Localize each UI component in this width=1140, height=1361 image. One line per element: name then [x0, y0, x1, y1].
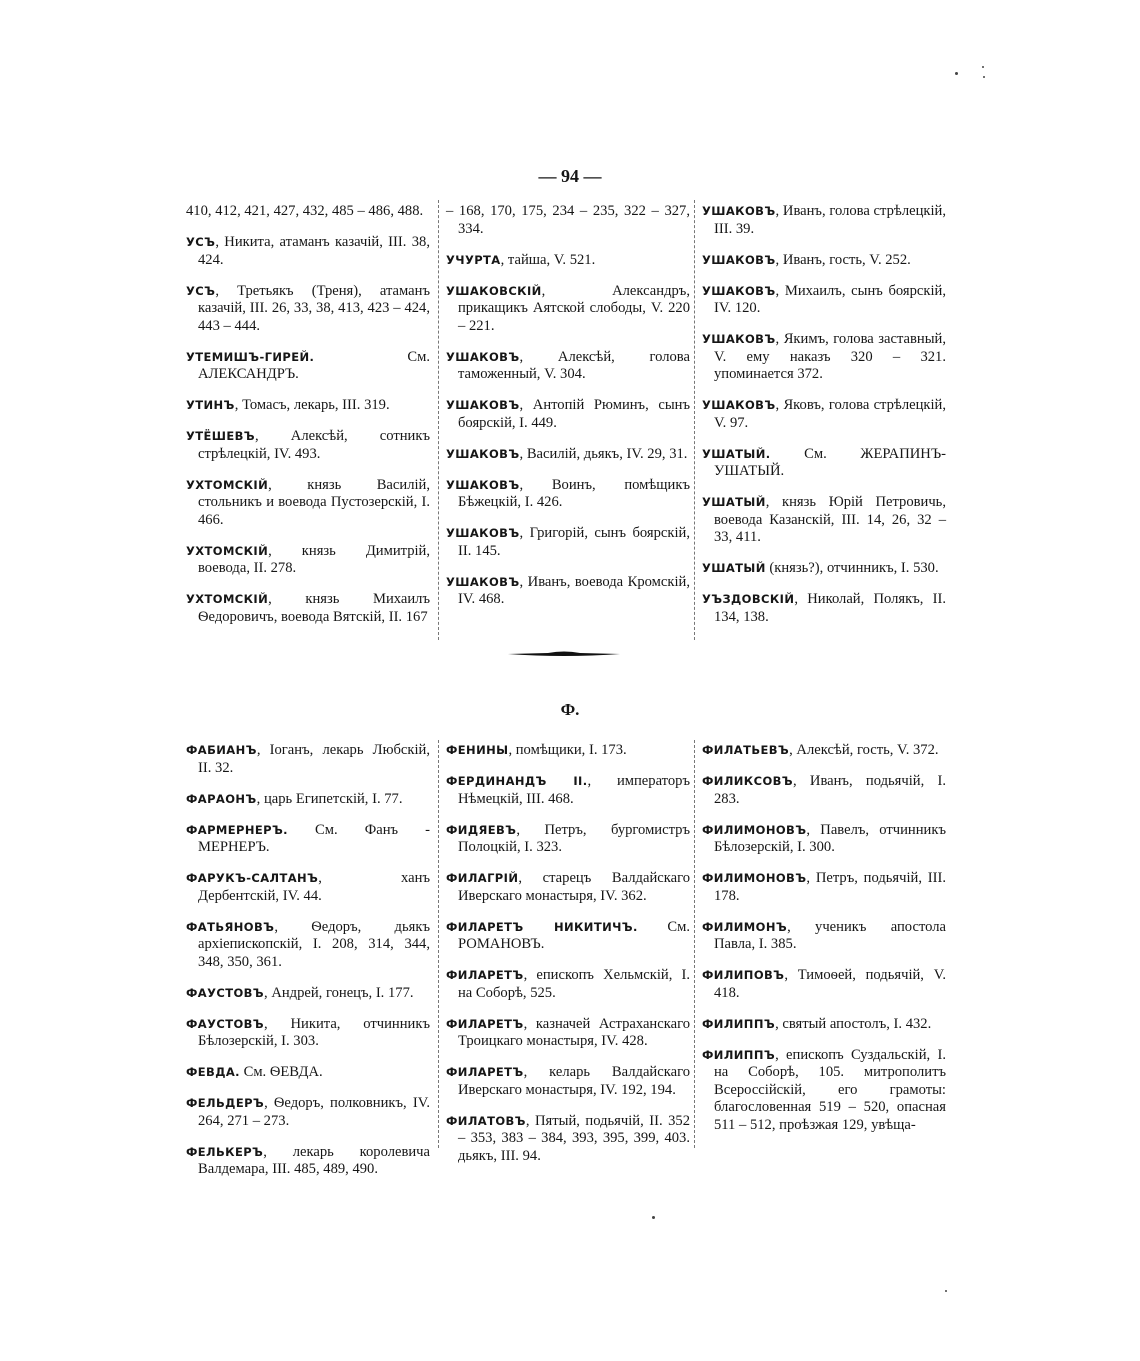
entry-headword: ФАТЬЯНОВЪ	[186, 919, 275, 934]
entry-text: , Антопій Рюминъ, сынъ боярскій, I. 449.	[458, 397, 690, 431]
scan-speck	[652, 1216, 655, 1219]
entry-text: , епископъ Суздальскій, I. на Соборѣ, 105. митрополитъ Всероссійскій, его грамоты: благословенная 519 – 520, опасная 511 – 512, проѣзжая 129, увѣща-	[714, 1046, 946, 1133]
entry-headword: ФИЛИППЪ	[702, 1047, 776, 1062]
entry-headword: ФАБИАНЪ	[186, 743, 257, 757]
entry-text: , келарь Валдайскаго Иверскаго монастыря, IV. 192, 194.	[458, 1064, 690, 1098]
index-entry	[702, 397, 946, 432]
entry-text: , Тимоѳей, подьячій, V. 418.	[714, 967, 946, 1001]
scan-speck	[945, 1290, 947, 1292]
scan-speck	[982, 66, 984, 68]
entry-text: , Алексѣй, гость, V. 372.	[789, 742, 939, 758]
index-entry	[702, 591, 946, 626]
index-entry	[186, 349, 430, 384]
entry-headword: УШАКОВЪ	[702, 252, 776, 267]
entry-headword: ФИЛИППЪ	[702, 1016, 776, 1031]
entry-headword: УХТОМСКІЙ	[186, 543, 269, 558]
entry-headword: УШАТЫЙ.	[702, 446, 771, 461]
entry-headword: ФАУСТОВЪ	[186, 985, 265, 1000]
entry-headword: УШАКОВЪ	[446, 349, 520, 364]
entry-text: , Михаилъ, сынъ боярскій, IV. 120.	[714, 282, 946, 316]
entry-headword: УТЕМИШЪ-ГИРЕЙ.	[186, 349, 315, 364]
index-entry	[446, 773, 690, 808]
index-entry	[186, 397, 430, 415]
entry-headword: УШАКОВЪ	[446, 446, 520, 461]
entry-text: , ханъ Дербентскій, IV. 44.	[198, 870, 430, 904]
index-entry	[446, 1064, 690, 1099]
bottom-column-3	[702, 742, 946, 1148]
index-entry	[702, 919, 946, 954]
entry-text: 410, 412, 421, 427, 432, 485 – 486, 488.	[186, 203, 424, 219]
entry-headword: УТИНЪ	[186, 398, 235, 412]
index-entry	[702, 742, 946, 760]
top-column-1	[186, 203, 430, 640]
entry-text: – 168, 170, 175, 234 – 235, 322 – 327, 334.	[446, 203, 690, 237]
entry-text: , Иванъ, воевода Кромскій, IV. 468.	[458, 573, 690, 607]
entry-text: , помѣщики, I. 173.	[508, 742, 627, 758]
entry-text: , Ѳедоръ, полковникъ, IV. 264, 271 – 273.	[198, 1095, 430, 1129]
index-entry	[446, 1113, 690, 1166]
entry-headword: УЧУРТА	[446, 252, 501, 267]
entry-text: , Якимъ, голова заставный, V. ему наказъ 320 – 321. упоминается 372.	[714, 331, 946, 382]
entry-text: , Алексѣй, сотникъ стрѣлецкій, IV. 493.	[198, 428, 430, 462]
index-entry	[702, 870, 946, 905]
index-entry	[446, 525, 690, 560]
index-entry	[186, 428, 430, 463]
entry-text: См. РОМАНОВЪ.	[458, 918, 690, 952]
page-number: — 94 —	[538, 166, 602, 186]
entry-headword: УШАКОВЪ	[702, 398, 776, 412]
index-entry	[186, 822, 430, 857]
entry-text: , казначей Астраханскаго Троицкаго монастыря, IV. 428.	[458, 1015, 690, 1049]
column-divider	[694, 200, 695, 640]
index-entry	[186, 591, 430, 626]
index-entry	[446, 574, 690, 609]
index-entry	[446, 1016, 690, 1051]
column-divider	[438, 740, 439, 1148]
entry-text: , Алексѣй, голова таможенный, V. 304.	[458, 348, 690, 382]
index-entry	[186, 477, 430, 530]
entry-text: , Павелъ, отчинникъ Бѣлозерскій, I. 300.	[714, 821, 946, 855]
entry-headword: ФАУСТОВЪ	[186, 1016, 265, 1031]
entry-headword: ФИЛАРЕТЪ	[446, 968, 524, 982]
entry-text: См. ѲЕВДА.	[239, 1064, 323, 1080]
entry-headword: ФИЛИМОНОВЪ	[702, 822, 807, 837]
index-entry	[186, 283, 430, 336]
index-entry	[186, 742, 430, 777]
entry-headword: УСЪ	[186, 235, 216, 249]
entry-headword: ФИЛИКСОВЪ	[702, 774, 793, 788]
entry-text: , Ѳедоръ, дьякъ архіепископскій, I. 208, 314, 344, 348, 350, 361.	[198, 918, 430, 970]
entry-text: , Томасъ, лекарь, III. 319.	[234, 397, 390, 413]
entry-headword: УШАКОВЪ	[702, 204, 776, 218]
scan-speck	[983, 76, 985, 78]
index-entry	[702, 252, 946, 270]
index-entry	[702, 560, 946, 578]
entry-text: , Пятый, подьячій, II. 352 – 353, 383 – 384, 393, 395, 399, 403. дьякъ, III. 94.	[458, 1112, 690, 1164]
index-entry	[702, 283, 946, 318]
entry-text: , Никита, отчинникъ Бѣлозерскій, I. 303.	[198, 1015, 430, 1049]
index-entry	[186, 985, 430, 1003]
entry-text: , Воинъ, помѣщикъ Бѣжецкій, I. 426.	[458, 476, 690, 510]
index-entry	[702, 967, 946, 1002]
entry-text: , Петръ, бургомистръ Полоцкій, I. 323.	[458, 821, 690, 855]
top-column-3	[702, 203, 946, 640]
index-entry	[446, 477, 690, 512]
entry-text: , Иванъ, гость, V. 252.	[775, 251, 911, 268]
entry-headword: ФИЛИМОНОВЪ	[702, 871, 807, 885]
index-entry	[186, 1064, 430, 1082]
index-entry	[702, 773, 946, 808]
index-entry	[446, 967, 690, 1002]
entry-text: , Іоганъ, лекарь Любскій, II. 32.	[198, 742, 430, 776]
index-entry	[186, 791, 430, 809]
entry-headword: УШАКОВЪ	[446, 526, 520, 540]
entry-text: См. Фанъ - МЕРНЕРЪ.	[198, 821, 430, 855]
column-divider	[438, 200, 439, 640]
index-entry	[186, 234, 430, 269]
entry-text: , Никита, атаманъ казачій, III. 38, 424.	[198, 234, 430, 268]
entry-headword: УЪЗДОВСКІЙ	[702, 592, 795, 606]
entry-headword: ФИЛИМОНЪ	[702, 919, 788, 934]
entry-text: , царь Египетскій, I. 77.	[256, 790, 403, 807]
index-entry	[446, 919, 690, 954]
entry-text: , лекарь королевича Валдемара, III. 485, 489, 490.	[198, 1143, 430, 1177]
entry-headword: УШАКОВЪ	[446, 477, 520, 492]
entry-headword: УТЁШЕВЪ	[186, 429, 255, 443]
index-entry	[702, 331, 946, 384]
entry-headword: УХТОМСКІЙ	[186, 592, 269, 606]
index-entry	[446, 822, 690, 857]
entry-text: (князь?), отчинникъ, I. 530.	[765, 560, 939, 576]
index-entry	[446, 203, 690, 238]
entry-headword: УХТОМСКІЙ	[186, 477, 269, 492]
entry-text: , князь Василій, стольникъ и воевода Пустозерскій, I. 466.	[198, 476, 430, 528]
column-divider	[694, 740, 695, 1148]
entry-text: См. АЛЕКСАНДРЪ.	[198, 348, 430, 382]
entry-headword: УШАКОВЪ	[702, 332, 776, 346]
index-entry	[702, 1016, 946, 1034]
index-entry	[186, 1016, 430, 1051]
entry-headword: ФЕВДА.	[186, 1065, 240, 1079]
index-entry	[186, 1144, 430, 1179]
index-entry	[446, 742, 690, 760]
entry-text: , Иванъ, подьячій, I. 283.	[714, 773, 946, 807]
section-letter: Ф.	[560, 700, 580, 719]
entry-text: , тайша, V. 521.	[500, 251, 596, 268]
index-entry	[702, 446, 946, 481]
entry-text: , императоръ Нѣмецкій, III. 468.	[458, 773, 690, 807]
entry-text: , Александръ, прикащикъ Аятской слободы, V. 220 – 221.	[458, 282, 690, 334]
index-entry	[186, 919, 430, 972]
entry-text: , Третьякъ (Треня), атаманъ казачій, III. 26, 33, 38, 413, 423 – 424, 443 – 444.	[198, 282, 430, 334]
entry-text: , Иванъ, голова стрѣлецкій, III. 39.	[714, 203, 946, 237]
entry-headword: ФИЛАТЬЕВЪ	[702, 743, 790, 757]
entry-text: , епископъ Хельмскій, I. на Соборѣ, 525.	[458, 967, 690, 1001]
index-entry	[186, 543, 430, 578]
entry-headword: ФИЛАРЕТЪ	[446, 1065, 524, 1079]
entry-headword: УШАКОВЪ	[446, 574, 520, 589]
entry-headword: УШАКОВЪ	[702, 283, 776, 298]
entry-headword: УШАТЫЙ	[702, 561, 766, 575]
entry-headword: ФЕНИНЫ	[446, 743, 509, 757]
entry-headword: ФАРАОНЪ	[186, 791, 257, 806]
entry-headword: ФИЛАГРІЙ	[446, 871, 519, 885]
entry-headword: ФАРУКЪ-САЛТАНЪ	[186, 871, 319, 885]
entry-headword: ФИДЯЕВЪ	[446, 822, 517, 837]
entry-headword: ФИЛАРЕТЪ НИКИТИЧЪ.	[446, 919, 638, 934]
index-entry	[702, 203, 946, 238]
entry-text: , Николай, Полякъ, II. 134, 138.	[714, 591, 946, 625]
index-entry	[186, 870, 430, 905]
entry-headword: ФИЛАТОВЪ	[446, 1113, 526, 1128]
index-entry	[702, 822, 946, 857]
entry-headword: ФЕРДИНАНДЪ II.	[446, 774, 588, 788]
entry-text: , Василій, дьякъ, IV. 29, 31.	[519, 445, 688, 462]
index-entry	[702, 494, 946, 547]
index-entry	[446, 252, 690, 270]
entry-headword: ФИЛИПОВЪ	[702, 968, 785, 982]
index-entry	[186, 1095, 430, 1130]
index-entry	[702, 1047, 946, 1135]
index-entry	[446, 397, 690, 432]
index-entry	[446, 283, 690, 336]
index-entry	[186, 203, 430, 221]
entry-text: , князь Юрій Петровичь, воевода Казанскій, III. 14, 26, 32 – 33, 411.	[714, 494, 946, 545]
entry-headword: ФЕЛЬКЕРЪ	[186, 1144, 264, 1159]
index-entry	[446, 349, 690, 384]
entry-headword: УШАКОВЪ	[446, 398, 520, 412]
scan-speck	[955, 72, 958, 75]
index-entry	[446, 446, 690, 464]
entry-text: , старецъ Валдайскаго Иверскаго монастыря, IV. 362.	[458, 870, 690, 904]
entry-headword: УШАТЫЙ	[702, 495, 766, 509]
entry-headword: ФИЛАРЕТЪ	[446, 1016, 524, 1031]
bottom-column-2	[446, 742, 690, 1179]
entry-text: , святый апостолъ, I. 432.	[775, 1015, 932, 1032]
entry-text: , Петръ, подьячій, III. 178.	[714, 870, 946, 904]
top-column-2	[446, 203, 690, 622]
entry-text: См. ЖЕРАПИНЪ-УШАТЫЙ.	[714, 445, 946, 479]
entry-headword: ФАРМЕРНЕРЪ.	[186, 822, 288, 837]
entry-text: , Яковъ, голова стрѣлецкій, V. 97.	[714, 397, 946, 431]
entry-headword: УСЪ	[186, 283, 216, 298]
section-ornament	[508, 651, 620, 657]
entry-headword: УШАКОВСКІЙ	[446, 283, 542, 298]
entry-text: , Григорій, сынъ боярскій, II. 145.	[458, 525, 690, 559]
index-entry	[446, 870, 690, 905]
entry-text: , ученикъ апостола Павла, I. 385.	[714, 918, 946, 952]
entry-text: , князь Димитрій, воевода, II. 278.	[198, 542, 430, 576]
entry-text: , князь Михаилъ Ѳедоровичъ, воевода Вятскій, II. 167	[198, 591, 430, 625]
entry-headword: ФЕЛЬДЕРЪ	[186, 1096, 265, 1110]
bottom-column-1	[186, 742, 430, 1192]
entry-text: , Андрей, гонецъ, I. 177.	[264, 984, 414, 1001]
